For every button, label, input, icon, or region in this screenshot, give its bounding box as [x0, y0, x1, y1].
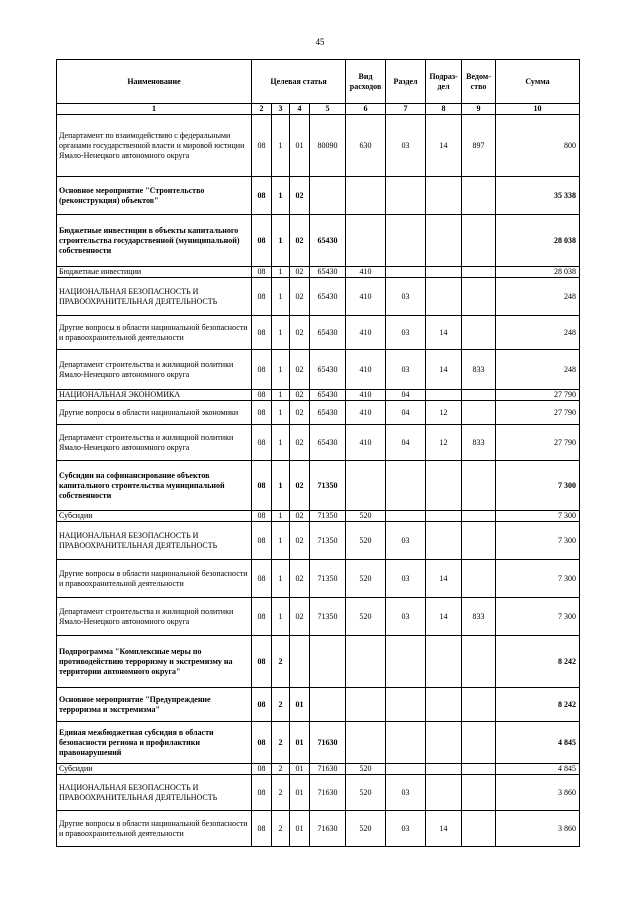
vedomstvo	[462, 390, 496, 401]
podrazdel	[426, 390, 462, 401]
podrazdel	[426, 267, 462, 278]
target-c5: 71630	[310, 764, 346, 775]
podrazdel	[426, 688, 462, 722]
summa: 248	[496, 278, 580, 316]
razdel: 03	[386, 522, 426, 560]
podrazdel	[426, 522, 462, 560]
podrazdel: 14	[426, 811, 462, 847]
header-vid: Вид расходов	[346, 60, 386, 104]
target-c3: 2	[272, 636, 290, 688]
summa: 800	[496, 115, 580, 177]
summa: 4 845	[496, 722, 580, 764]
row-name: Другие вопросы в области национальной безопасности и правоохранительной деятельности	[57, 811, 252, 847]
target-c4: 02	[290, 401, 310, 425]
target-c3: 2	[272, 688, 290, 722]
target-c3: 1	[272, 560, 290, 598]
razdel: 03	[386, 598, 426, 636]
vid-rashodov: 410	[346, 267, 386, 278]
target-c2: 08	[252, 401, 272, 425]
row-name: Единая межбюджетная субсидия в области безопасности региона и профилактики правонарушений	[57, 722, 252, 764]
col-number: 2	[252, 104, 272, 115]
target-c2: 08	[252, 115, 272, 177]
target-c2: 08	[252, 688, 272, 722]
razdel	[386, 636, 426, 688]
vedomstvo	[462, 461, 496, 511]
podrazdel	[426, 278, 462, 316]
target-c3: 1	[272, 390, 290, 401]
target-c4: 02	[290, 425, 310, 461]
vedomstvo	[462, 522, 496, 560]
target-c4: 01	[290, 764, 310, 775]
summa: 7 300	[496, 461, 580, 511]
target-c5	[310, 177, 346, 215]
target-c2: 08	[252, 636, 272, 688]
target-c3: 2	[272, 775, 290, 811]
vid-rashodov: 520	[346, 511, 386, 522]
col-number: 9	[462, 104, 496, 115]
target-c4: 02	[290, 511, 310, 522]
row-name: Департамент строительства и жилищной политики Ямало-Ненецкого автономного округа	[57, 425, 252, 461]
row-name: Бюджетные инвестиции в объекты капитального строительства государственной (муниципальной) собственности	[57, 215, 252, 267]
target-c2: 08	[252, 461, 272, 511]
target-c3: 1	[272, 115, 290, 177]
target-c5: 65430	[310, 401, 346, 425]
row-name: Департамент строительства и жилищной политики Ямало-Ненецкого автономного округа	[57, 598, 252, 636]
razdel: 03	[386, 115, 426, 177]
table-row	[57, 764, 580, 775]
table-row	[57, 425, 580, 461]
target-c4: 01	[290, 811, 310, 847]
target-c5: 65430	[310, 390, 346, 401]
col-number: 3	[272, 104, 290, 115]
vid-rashodov	[346, 722, 386, 764]
summa: 8 242	[496, 636, 580, 688]
summa: 28 038	[496, 215, 580, 267]
table-row	[57, 390, 580, 401]
razdel: 03	[386, 350, 426, 390]
vedomstvo: 833	[462, 598, 496, 636]
summa: 8 242	[496, 688, 580, 722]
target-c5: 71630	[310, 811, 346, 847]
target-c5: 80090	[310, 115, 346, 177]
razdel: 03	[386, 316, 426, 350]
table-row	[57, 177, 580, 215]
vid-rashodov	[346, 177, 386, 215]
table-row	[57, 775, 580, 811]
razdel: 03	[386, 278, 426, 316]
target-c2: 08	[252, 560, 272, 598]
row-name: НАЦИОНАЛЬНАЯ ЭКОНОМИКА	[57, 390, 252, 401]
summa: 7 300	[496, 522, 580, 560]
vid-rashodov: 520	[346, 775, 386, 811]
target-c3: 2	[272, 764, 290, 775]
table-row	[57, 511, 580, 522]
budget-table	[56, 59, 580, 847]
vedomstvo: 833	[462, 425, 496, 461]
summa: 35 338	[496, 177, 580, 215]
row-name: Субсидии	[57, 764, 252, 775]
razdel: 03	[386, 811, 426, 847]
row-name: Другие вопросы в области национальной безопасности и правоохранительной деятельности	[57, 560, 252, 598]
podrazdel: 12	[426, 425, 462, 461]
podrazdel	[426, 722, 462, 764]
target-c4: 02	[290, 461, 310, 511]
vid-rashodov: 410	[346, 425, 386, 461]
podrazdel	[426, 511, 462, 522]
razdel	[386, 267, 426, 278]
table-row	[57, 811, 580, 847]
summa: 248	[496, 316, 580, 350]
vid-rashodov: 520	[346, 598, 386, 636]
razdel	[386, 764, 426, 775]
header-vedom: Ведом-ство	[462, 60, 496, 104]
table-row	[57, 461, 580, 511]
row-name: НАЦИОНАЛЬНАЯ БЕЗОПАСНОСТЬ И ПРАВООХРАНИТЕЛЬНАЯ ДЕЯТЕЛЬНОСТЬ	[57, 278, 252, 316]
vid-rashodov: 410	[346, 390, 386, 401]
summa: 3 860	[496, 775, 580, 811]
podrazdel: 14	[426, 316, 462, 350]
target-c4: 01	[290, 115, 310, 177]
target-c2: 08	[252, 390, 272, 401]
vedomstvo	[462, 278, 496, 316]
razdel	[386, 215, 426, 267]
vedomstvo	[462, 764, 496, 775]
table-row	[57, 722, 580, 764]
target-c4: 02	[290, 278, 310, 316]
target-c3: 1	[272, 401, 290, 425]
target-c4: 01	[290, 688, 310, 722]
target-c3: 1	[272, 177, 290, 215]
row-name: Подпрограмма "Комплексные меры по противодействию терроризму и экстремизму на территории автономного округа"	[57, 636, 252, 688]
summa: 7 300	[496, 598, 580, 636]
table-row	[57, 115, 580, 177]
vid-rashodov: 410	[346, 350, 386, 390]
vedomstvo: 833	[462, 350, 496, 390]
target-c4: 02	[290, 267, 310, 278]
vedomstvo	[462, 636, 496, 688]
razdel	[386, 722, 426, 764]
vid-rashodov: 520	[346, 764, 386, 775]
summa: 7 300	[496, 511, 580, 522]
col-number: 4	[290, 104, 310, 115]
vedomstvo	[462, 215, 496, 267]
target-c5: 65430	[310, 316, 346, 350]
col-number: 6	[346, 104, 386, 115]
vedomstvo	[462, 177, 496, 215]
table-row	[57, 560, 580, 598]
table-row	[57, 316, 580, 350]
header-name: Наименование	[57, 60, 252, 104]
target-c5: 65430	[310, 215, 346, 267]
target-c3: 1	[272, 278, 290, 316]
summa: 7 300	[496, 560, 580, 598]
target-c2: 08	[252, 775, 272, 811]
target-c5	[310, 688, 346, 722]
vid-rashodov	[346, 215, 386, 267]
podrazdel: 14	[426, 115, 462, 177]
row-name: НАЦИОНАЛЬНАЯ БЕЗОПАСНОСТЬ И ПРАВООХРАНИТЕЛЬНАЯ ДЕЯТЕЛЬНОСТЬ	[57, 522, 252, 560]
summa: 3 860	[496, 811, 580, 847]
vedomstvo	[462, 775, 496, 811]
target-c3: 1	[272, 215, 290, 267]
target-c2: 08	[252, 278, 272, 316]
target-c2: 08	[252, 316, 272, 350]
target-c4: 02	[290, 215, 310, 267]
target-c5: 71350	[310, 461, 346, 511]
podrazdel	[426, 775, 462, 811]
target-c2: 08	[252, 215, 272, 267]
summa: 27 790	[496, 425, 580, 461]
target-c3: 2	[272, 811, 290, 847]
target-c5: 71350	[310, 522, 346, 560]
vid-rashodov	[346, 461, 386, 511]
row-name: НАЦИОНАЛЬНАЯ БЕЗОПАСНОСТЬ И ПРАВООХРАНИТЕЛЬНАЯ ДЕЯТЕЛЬНОСТЬ	[57, 775, 252, 811]
summa: 27 790	[496, 401, 580, 425]
col-number: 5	[310, 104, 346, 115]
razdel: 03	[386, 775, 426, 811]
razdel	[386, 688, 426, 722]
podrazdel	[426, 636, 462, 688]
target-c4: 02	[290, 177, 310, 215]
podrazdel: 14	[426, 598, 462, 636]
target-c3: 1	[272, 425, 290, 461]
target-c5: 71630	[310, 775, 346, 811]
target-c3: 1	[272, 522, 290, 560]
row-name: Департамент по взаимодействию с федеральными органами государственной власти и мировой юстиции Ямало-Ненецкого автономного округа	[57, 115, 252, 177]
vid-rashodov	[346, 636, 386, 688]
vedomstvo	[462, 560, 496, 598]
vid-rashodov: 520	[346, 560, 386, 598]
vedomstvo	[462, 267, 496, 278]
target-c5: 71350	[310, 560, 346, 598]
podrazdel	[426, 461, 462, 511]
summa: 27 790	[496, 390, 580, 401]
summa: 4 845	[496, 764, 580, 775]
col-number: 10	[496, 104, 580, 115]
table-row	[57, 598, 580, 636]
table-row	[57, 401, 580, 425]
razdel: 03	[386, 560, 426, 598]
razdel	[386, 511, 426, 522]
summa: 28 038	[496, 267, 580, 278]
table-row	[57, 636, 580, 688]
target-c2: 08	[252, 177, 272, 215]
target-c5: 65430	[310, 350, 346, 390]
vid-rashodov: 410	[346, 316, 386, 350]
target-c4: 01	[290, 722, 310, 764]
podrazdel: 12	[426, 401, 462, 425]
table-row	[57, 688, 580, 722]
target-c5: 71350	[310, 511, 346, 522]
target-c3: 1	[272, 350, 290, 390]
vedomstvo	[462, 811, 496, 847]
table-row	[57, 350, 580, 390]
razdel: 04	[386, 401, 426, 425]
header-summa: Сумма	[496, 60, 580, 104]
podrazdel	[426, 177, 462, 215]
razdel	[386, 461, 426, 511]
target-c4: 02	[290, 350, 310, 390]
razdel: 04	[386, 425, 426, 461]
row-name: Субсидии	[57, 511, 252, 522]
vedomstvo	[462, 722, 496, 764]
target-c3: 2	[272, 722, 290, 764]
header-podrazdel: Подраз-дел	[426, 60, 462, 104]
target-c3: 1	[272, 511, 290, 522]
target-c2: 08	[252, 511, 272, 522]
table-row	[57, 215, 580, 267]
target-c5: 65430	[310, 425, 346, 461]
header-target: Целевая статья	[252, 60, 346, 104]
header-razdel: Раздел	[386, 60, 426, 104]
row-name: Основное мероприятие "Строительство (реконструкция) объектов"	[57, 177, 252, 215]
target-c3: 1	[272, 461, 290, 511]
target-c2: 08	[252, 764, 272, 775]
target-c2: 08	[252, 522, 272, 560]
target-c5: 65430	[310, 278, 346, 316]
target-c4: 02	[290, 316, 310, 350]
row-name: Другие вопросы в области национальной экономики	[57, 401, 252, 425]
vedomstvo	[462, 316, 496, 350]
target-c5: 71630	[310, 722, 346, 764]
razdel	[386, 177, 426, 215]
col-number: 1	[57, 104, 252, 115]
podrazdel	[426, 215, 462, 267]
vedomstvo	[462, 511, 496, 522]
target-c4: 02	[290, 390, 310, 401]
table-row	[57, 267, 580, 278]
target-c5: 65430	[310, 267, 346, 278]
target-c2: 08	[252, 722, 272, 764]
razdel: 04	[386, 390, 426, 401]
target-c5: 71350	[310, 598, 346, 636]
podrazdel: 14	[426, 350, 462, 390]
row-name: Субсидии на софинансирование объектов капитального строительства муниципальной собственности	[57, 461, 252, 511]
target-c4: 02	[290, 560, 310, 598]
vedomstvo	[462, 688, 496, 722]
vedomstvo	[462, 401, 496, 425]
vid-rashodov: 410	[346, 278, 386, 316]
target-c4: 02	[290, 598, 310, 636]
vid-rashodov	[346, 688, 386, 722]
vid-rashodov: 410	[346, 401, 386, 425]
target-c4: 02	[290, 522, 310, 560]
vid-rashodov: 520	[346, 811, 386, 847]
target-c3: 1	[272, 598, 290, 636]
vid-rashodov: 630	[346, 115, 386, 177]
target-c2: 08	[252, 425, 272, 461]
col-number: 8	[426, 104, 462, 115]
table-row	[57, 278, 580, 316]
row-name: Бюджетные инвестиции	[57, 267, 252, 278]
summa: 248	[496, 350, 580, 390]
page-number: 45	[315, 37, 325, 47]
target-c4	[290, 636, 310, 688]
row-name: Департамент строительства и жилищной политики Ямало-Ненецкого автономного округа	[57, 350, 252, 390]
target-c2: 08	[252, 267, 272, 278]
podrazdel	[426, 764, 462, 775]
vedomstvo: 897	[462, 115, 496, 177]
header-row	[57, 60, 580, 104]
col-number: 7	[386, 104, 426, 115]
target-c2: 08	[252, 811, 272, 847]
column-number-row	[57, 104, 580, 115]
table-row	[57, 522, 580, 560]
target-c5	[310, 636, 346, 688]
target-c2: 08	[252, 598, 272, 636]
target-c3: 1	[272, 267, 290, 278]
target-c2: 08	[252, 350, 272, 390]
vid-rashodov: 520	[346, 522, 386, 560]
target-c3: 1	[272, 316, 290, 350]
target-c4: 01	[290, 775, 310, 811]
row-name: Основное мероприятие "Предупреждение терроризма и экстремизма"	[57, 688, 252, 722]
podrazdel: 14	[426, 560, 462, 598]
row-name: Другие вопросы в области национальной безопасности и правоохранительной деятельности	[57, 316, 252, 350]
